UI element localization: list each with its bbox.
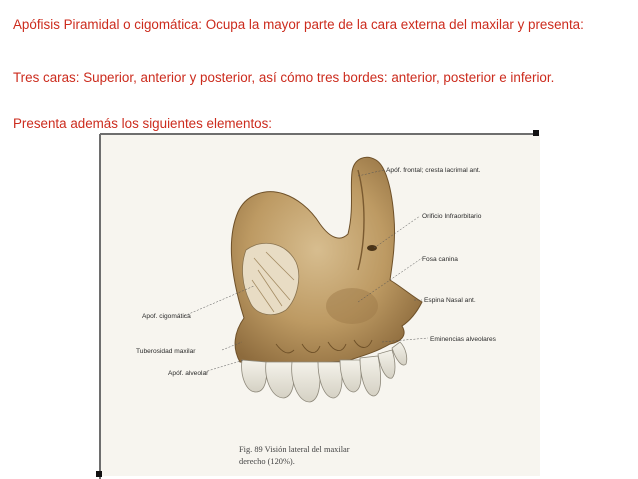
frame-corner-bottom-left	[96, 471, 102, 477]
label-infraorbital-foramen: Orificio Infraorbitario	[422, 213, 482, 220]
maxilla-figure	[96, 130, 542, 479]
paragraph-apofisis: Apófisis Piramidal o cigomática: Ocupa la mayor parte de la cara externa del maxilar y presenta:	[13, 17, 584, 32]
label-maxillary-tuberosity: Tuberosidad maxilar	[136, 348, 196, 355]
label-anterior-nasal-spine: Espina Nasal ant.	[424, 297, 476, 304]
paragraph-caras: Tres caras: Superior, anterior y posterior, así cómo tres bordes: anterior, posterior e inferior.	[13, 70, 555, 85]
label-frontal-process: Apóf. frontal; cresta lacrimal ant.	[386, 167, 481, 174]
label-zygomatic-process: Apof. cigomática	[142, 313, 191, 320]
figure-caption-line1: Fig. 89 Visión lateral del maxilar	[239, 445, 350, 454]
infraorbital-foramen	[367, 245, 377, 251]
label-canine-fossa: Fosa canina	[422, 256, 458, 263]
label-alveolar-process: Apóf. alveolar	[168, 370, 209, 377]
frame-corner-top-right	[533, 130, 539, 136]
figure-caption-line2: derecho (120%).	[239, 457, 295, 466]
zygomatic-process	[243, 243, 299, 314]
label-alveolar-eminences: Eminencias alveolares	[430, 336, 496, 343]
paragraph-elementos: Presenta además los siguientes elementos:	[13, 116, 273, 131]
maxilla-illustration	[96, 130, 542, 479]
